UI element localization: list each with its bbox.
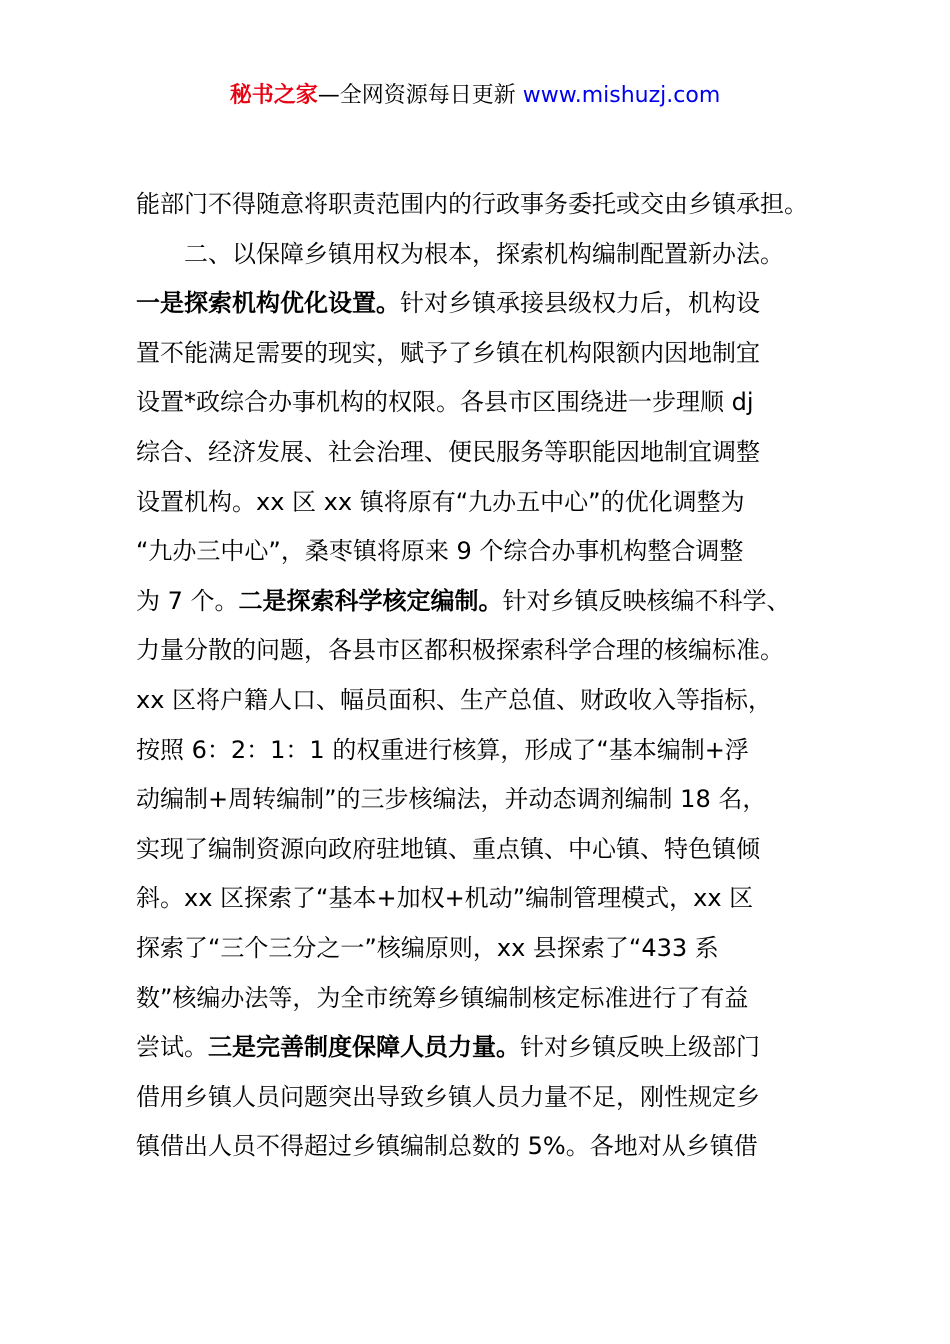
text-segment: 置不能满足需要的现实，赋予了乡镇在机构限额内因地制宜 xyxy=(136,338,760,367)
section-heading xyxy=(136,230,826,280)
text-segment: 探索了“三个三分之一”核编原则，xx 县探索了“433 系 xyxy=(136,933,719,962)
text-segment: 针对乡镇反映核编不科学、 xyxy=(502,586,791,615)
bold-point-heading: 三是完善制度保障人员力量。 xyxy=(208,1033,520,1062)
text-segment: 斜。xx 区探索了“基本+加权+机动”编制管理模式，xx 区 xyxy=(136,884,754,913)
body-line xyxy=(136,1122,826,1172)
body-line xyxy=(136,974,826,1024)
body-line xyxy=(136,1023,826,1073)
site-url-link[interactable]: www.mishuzj.com xyxy=(522,83,721,108)
body-line xyxy=(136,775,826,825)
text-segment: 二、以保障乡镇用权为根本，探索机构编制配置新办法。 xyxy=(184,239,784,268)
text-segment: 按照 6：2：1：1 的权重进行核算，形成了“基本编制+浮 xyxy=(136,735,749,764)
body-line xyxy=(136,329,826,379)
text-segment: 设置*政综合办事机构的权限。各县市区围绕进一步理顺 dj xyxy=(136,388,754,417)
body-line xyxy=(136,478,826,528)
body-line xyxy=(136,180,826,230)
body-line xyxy=(136,279,826,329)
body-line xyxy=(136,527,826,577)
body-line xyxy=(136,726,826,776)
body-line xyxy=(136,676,826,726)
text-segment: 针对乡镇反映上级部门 xyxy=(520,1033,760,1062)
body-line xyxy=(136,378,826,428)
text-segment: 尝试。 xyxy=(136,1033,208,1062)
text-segment: 综合、经济发展、社会治理、便民服务等职能因地制宜调整 xyxy=(136,437,760,466)
text-segment: 设置机构。xx 区 xx 镇将原有“九办五中心”的优化调整为 xyxy=(136,487,745,516)
body-line xyxy=(136,1073,826,1123)
body-line xyxy=(136,825,826,875)
text-segment: 针对乡镇承接县级权力后，机构设 xyxy=(400,289,760,318)
document-body xyxy=(136,180,826,1172)
site-tagline: —全网资源每日更新 xyxy=(317,83,516,108)
body-line xyxy=(136,626,826,676)
text-segment: 借用乡镇人员问题突出导致乡镇人员力量不足，刚性规定乡 xyxy=(136,1082,760,1111)
bold-point-heading: 二是探索科学核定编制。 xyxy=(238,586,503,615)
body-line xyxy=(136,924,826,974)
text-segment: 动编制+周转编制”的三步核编法，并动态调剂编制 18 名， xyxy=(136,785,767,814)
text-segment: 数”核编办法等，为全市统筹乡镇编制核定标准进行了有益 xyxy=(136,983,749,1012)
text-segment: “九办三中心”，桑枣镇将原来 9 个综合办事机构整合调整 xyxy=(136,537,744,566)
text-segment: 镇借出人员不得超过乡镇编制总数的 5%。各地对从乡镇借 xyxy=(136,1132,758,1161)
body-line xyxy=(136,428,826,478)
text-segment: 为 7 个。 xyxy=(136,586,239,615)
page-header xyxy=(0,80,950,112)
text-segment: 实现了编制资源向政府驻地镇、重点镇、中心镇、特色镇倾 xyxy=(136,834,760,863)
body-line xyxy=(136,577,826,627)
text-segment: xx 区将户籍人口、幅员面积、生产总值、财政收入等指标， xyxy=(136,685,773,714)
site-brand: 秘书之家 xyxy=(229,83,318,108)
bold-point-heading: 一是探索机构优化设置。 xyxy=(136,289,400,318)
text-segment: 能部门不得随意将职责范围内的行政事务委托或交由乡镇承担。 xyxy=(136,190,808,218)
body-line xyxy=(136,874,826,924)
text-segment: 力量分散的问题，各县市区都积极探索科学合理的核编标准。 xyxy=(136,636,784,665)
